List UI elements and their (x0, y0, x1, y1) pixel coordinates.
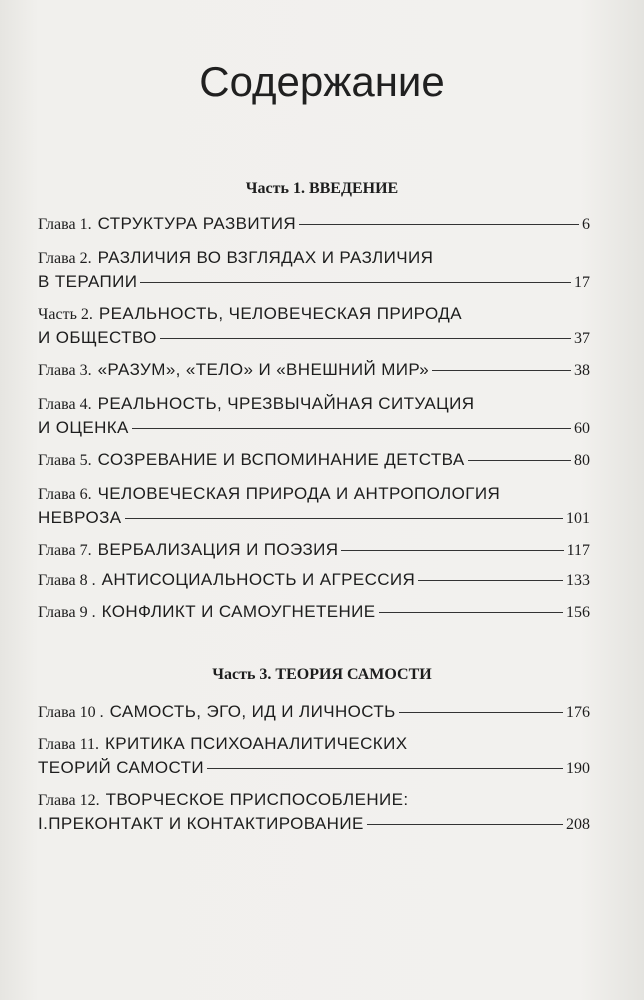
entry-title: РЕАЛЬНОСТЬ, ЧЕЛОВЕЧЕСКАЯ ПРИРОДА (98, 304, 462, 323)
dot-leader (341, 550, 563, 551)
entry-title: АНТИСОЦИАЛЬНОСТЬ И АГРЕССИЯ (101, 570, 416, 589)
entry-prefix: Часть 2. (38, 306, 93, 323)
dot-leader (468, 460, 571, 461)
entry-title-cont: И ОЦЕНКА (38, 418, 129, 437)
toc-entry (38, 358, 590, 382)
entry-title: ТВОРЧЕСКОЕ ПРИСПОСОБЛЕНИЕ: (105, 790, 409, 809)
page-number: 176 (566, 704, 590, 721)
entry-prefix: Глава 6. (38, 486, 92, 503)
page-number: 101 (566, 510, 590, 527)
entry-title: РЕАЛЬНОСТЬ, ЧРЕЗВЫЧАЙНАЯ СИТУАЦИЯ (97, 394, 475, 413)
dot-leader (399, 712, 563, 713)
toc-entry (38, 302, 590, 350)
page-number: 60 (574, 420, 590, 437)
page-number: 6 (582, 216, 590, 233)
entry-title: ЧЕЛОВЕЧЕСКАЯ ПРИРОДА И АНТРОПОЛОГИЯ (97, 484, 501, 503)
entry-prefix: Глава 1. (38, 216, 92, 233)
page-number: 156 (566, 604, 590, 621)
toc-entry (38, 448, 590, 472)
page-number: 38 (574, 362, 590, 379)
entry-title: КОНФЛИКТ И САМОУГНЕТЕНИЕ (101, 602, 376, 621)
page-number: 80 (574, 452, 590, 469)
entry-prefix: Глава 9 . (38, 604, 96, 621)
entry-prefix: Глава 3. (38, 362, 92, 379)
toc-entry (38, 538, 590, 562)
dot-leader (132, 428, 571, 429)
toc-entry (38, 600, 590, 624)
entry-title: «РАЗУМ», «ТЕЛО» И «ВНЕШНИЙ МИР» (97, 360, 430, 379)
toc-entry (38, 732, 590, 780)
dot-leader (299, 224, 579, 225)
toc-entry-line (38, 212, 590, 236)
entry-title: КРИТИКА ПСИХОАНАЛИТИЧЕСКИХ (104, 734, 408, 753)
page-number: 190 (566, 760, 590, 777)
dot-leader (367, 824, 563, 825)
dot-leader (140, 282, 571, 283)
entry-prefix: Глава 11. (38, 736, 99, 753)
entry-prefix: Глава 2. (38, 250, 92, 267)
toc-entry (38, 788, 590, 836)
toc-entry (38, 392, 590, 440)
toc-entry (38, 246, 590, 294)
entry-title: СОЗРЕВАНИЕ И ВСПОМИНАНИЕ ДЕТСТВА (97, 450, 465, 469)
entry-prefix: Глава 7. (38, 542, 92, 559)
page-title: Содержание (199, 58, 445, 105)
entry-prefix: Глава 12. (38, 792, 100, 809)
toc-entry (38, 568, 590, 592)
page-number: 208 (566, 816, 590, 833)
entry-title-cont: НЕВРОЗА (38, 508, 122, 527)
page-number: 37 (574, 330, 590, 347)
toc-entry (38, 700, 590, 724)
page-number: 133 (566, 572, 590, 589)
dot-leader (160, 338, 571, 339)
entry-title: САМОСТЬ, ЭГО, ИД И ЛИЧНОСТЬ (109, 702, 396, 721)
dot-leader (418, 580, 563, 581)
entry-title-cont: ТЕОРИЙ САМОСТИ (38, 758, 204, 777)
toc-entry (38, 482, 590, 530)
part-heading: Часть 1. ВВЕДЕНИЕ (245, 180, 399, 197)
entry-title: ВЕРБАЛИЗАЦИЯ И ПОЭЗИЯ (97, 540, 339, 559)
entry-prefix: Глава 5. (38, 452, 92, 469)
entry-title-cont: И ОБЩЕСТВО (38, 328, 157, 347)
dot-leader (379, 612, 563, 613)
dot-leader (125, 518, 563, 519)
entry-prefix: Глава 8 . (38, 572, 96, 589)
page-number: 17 (574, 274, 590, 291)
dot-leader (432, 370, 571, 371)
dot-leader (207, 768, 563, 769)
entry-title: РАЗЛИЧИЯ ВО ВЗГЛЯДАХ И РАЗЛИЧИЯ (97, 248, 434, 267)
entry-prefix: Глава 10 . (38, 704, 104, 721)
page-number: 117 (566, 542, 590, 559)
part-heading: Часть 3. ТЕОРИЯ САМОСТИ (212, 666, 432, 683)
entry-title-cont: I.ПРЕКОНТАКТ И КОНТАКТИРОВАНИЕ (38, 814, 364, 833)
entry-prefix: Глава 4. (38, 396, 92, 413)
entry-title: СТРУКТУРА РАЗВИТИЯ (97, 214, 297, 233)
toc-entry (38, 212, 590, 236)
entry-title-cont: В ТЕРАПИИ (38, 272, 138, 291)
